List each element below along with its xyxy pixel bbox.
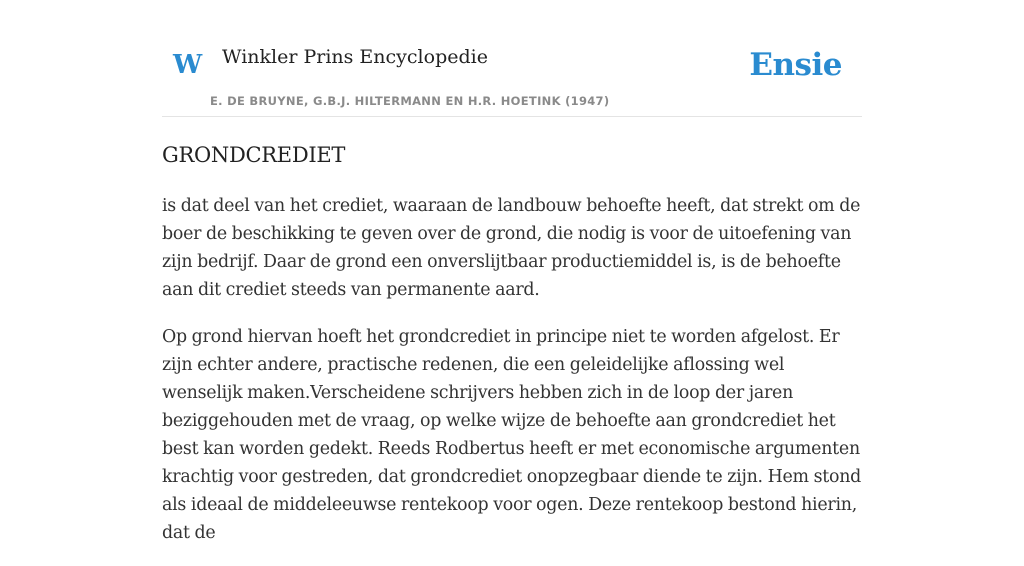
authors-line: E. DE BRUYNE, G.B.J. HILTERMANN EN H.R. HOETINK (1947) — [210, 94, 610, 108]
article-body — [162, 192, 862, 547]
encyclopedia-title[interactable]: Winkler Prins Encyclopedie — [222, 46, 488, 68]
article-headword: GRONDCREDIET — [162, 143, 346, 167]
ensie-logo[interactable]: Ensie — [749, 47, 842, 83]
article-paragraph: Op grond hiervan hoeft het grondcrediet in principe niet te worden afgelost. Er zijn echter andere, practische redenen, die een geleidelijke aflossing wel wenselijk maken.Verscheidene schrijvers hebben zich in de loop der jaren beziggehouden met de vraag, op welke wijze de behoefte aan grondcrediet het best kan worden gedekt. Reeds Rodbertus heeft er met economische argumenten krachtig voor gestreden, dat grondcrediet onopzegbaar diende te zijn. Hem stond als ideaal de middeleeuwse rentekoop voor ogen. Deze rentekoop bestond hierin, dat de — [162, 327, 862, 543]
article-paragraph: is dat deel van het crediet, waaraan de landbouw behoefte heeft, dat strekt om de boer de beschikking te geven over de grond, die nodig is voor de uitoefening van zijn bedrijf. Daar de grond een onverslijtbaar productiemiddel is, is de behoefte aan dit crediet steeds van permanente aard. — [162, 196, 861, 300]
logo-icon[interactable]: W — [173, 50, 203, 80]
site-header — [162, 0, 862, 117]
article — [162, 140, 862, 566]
